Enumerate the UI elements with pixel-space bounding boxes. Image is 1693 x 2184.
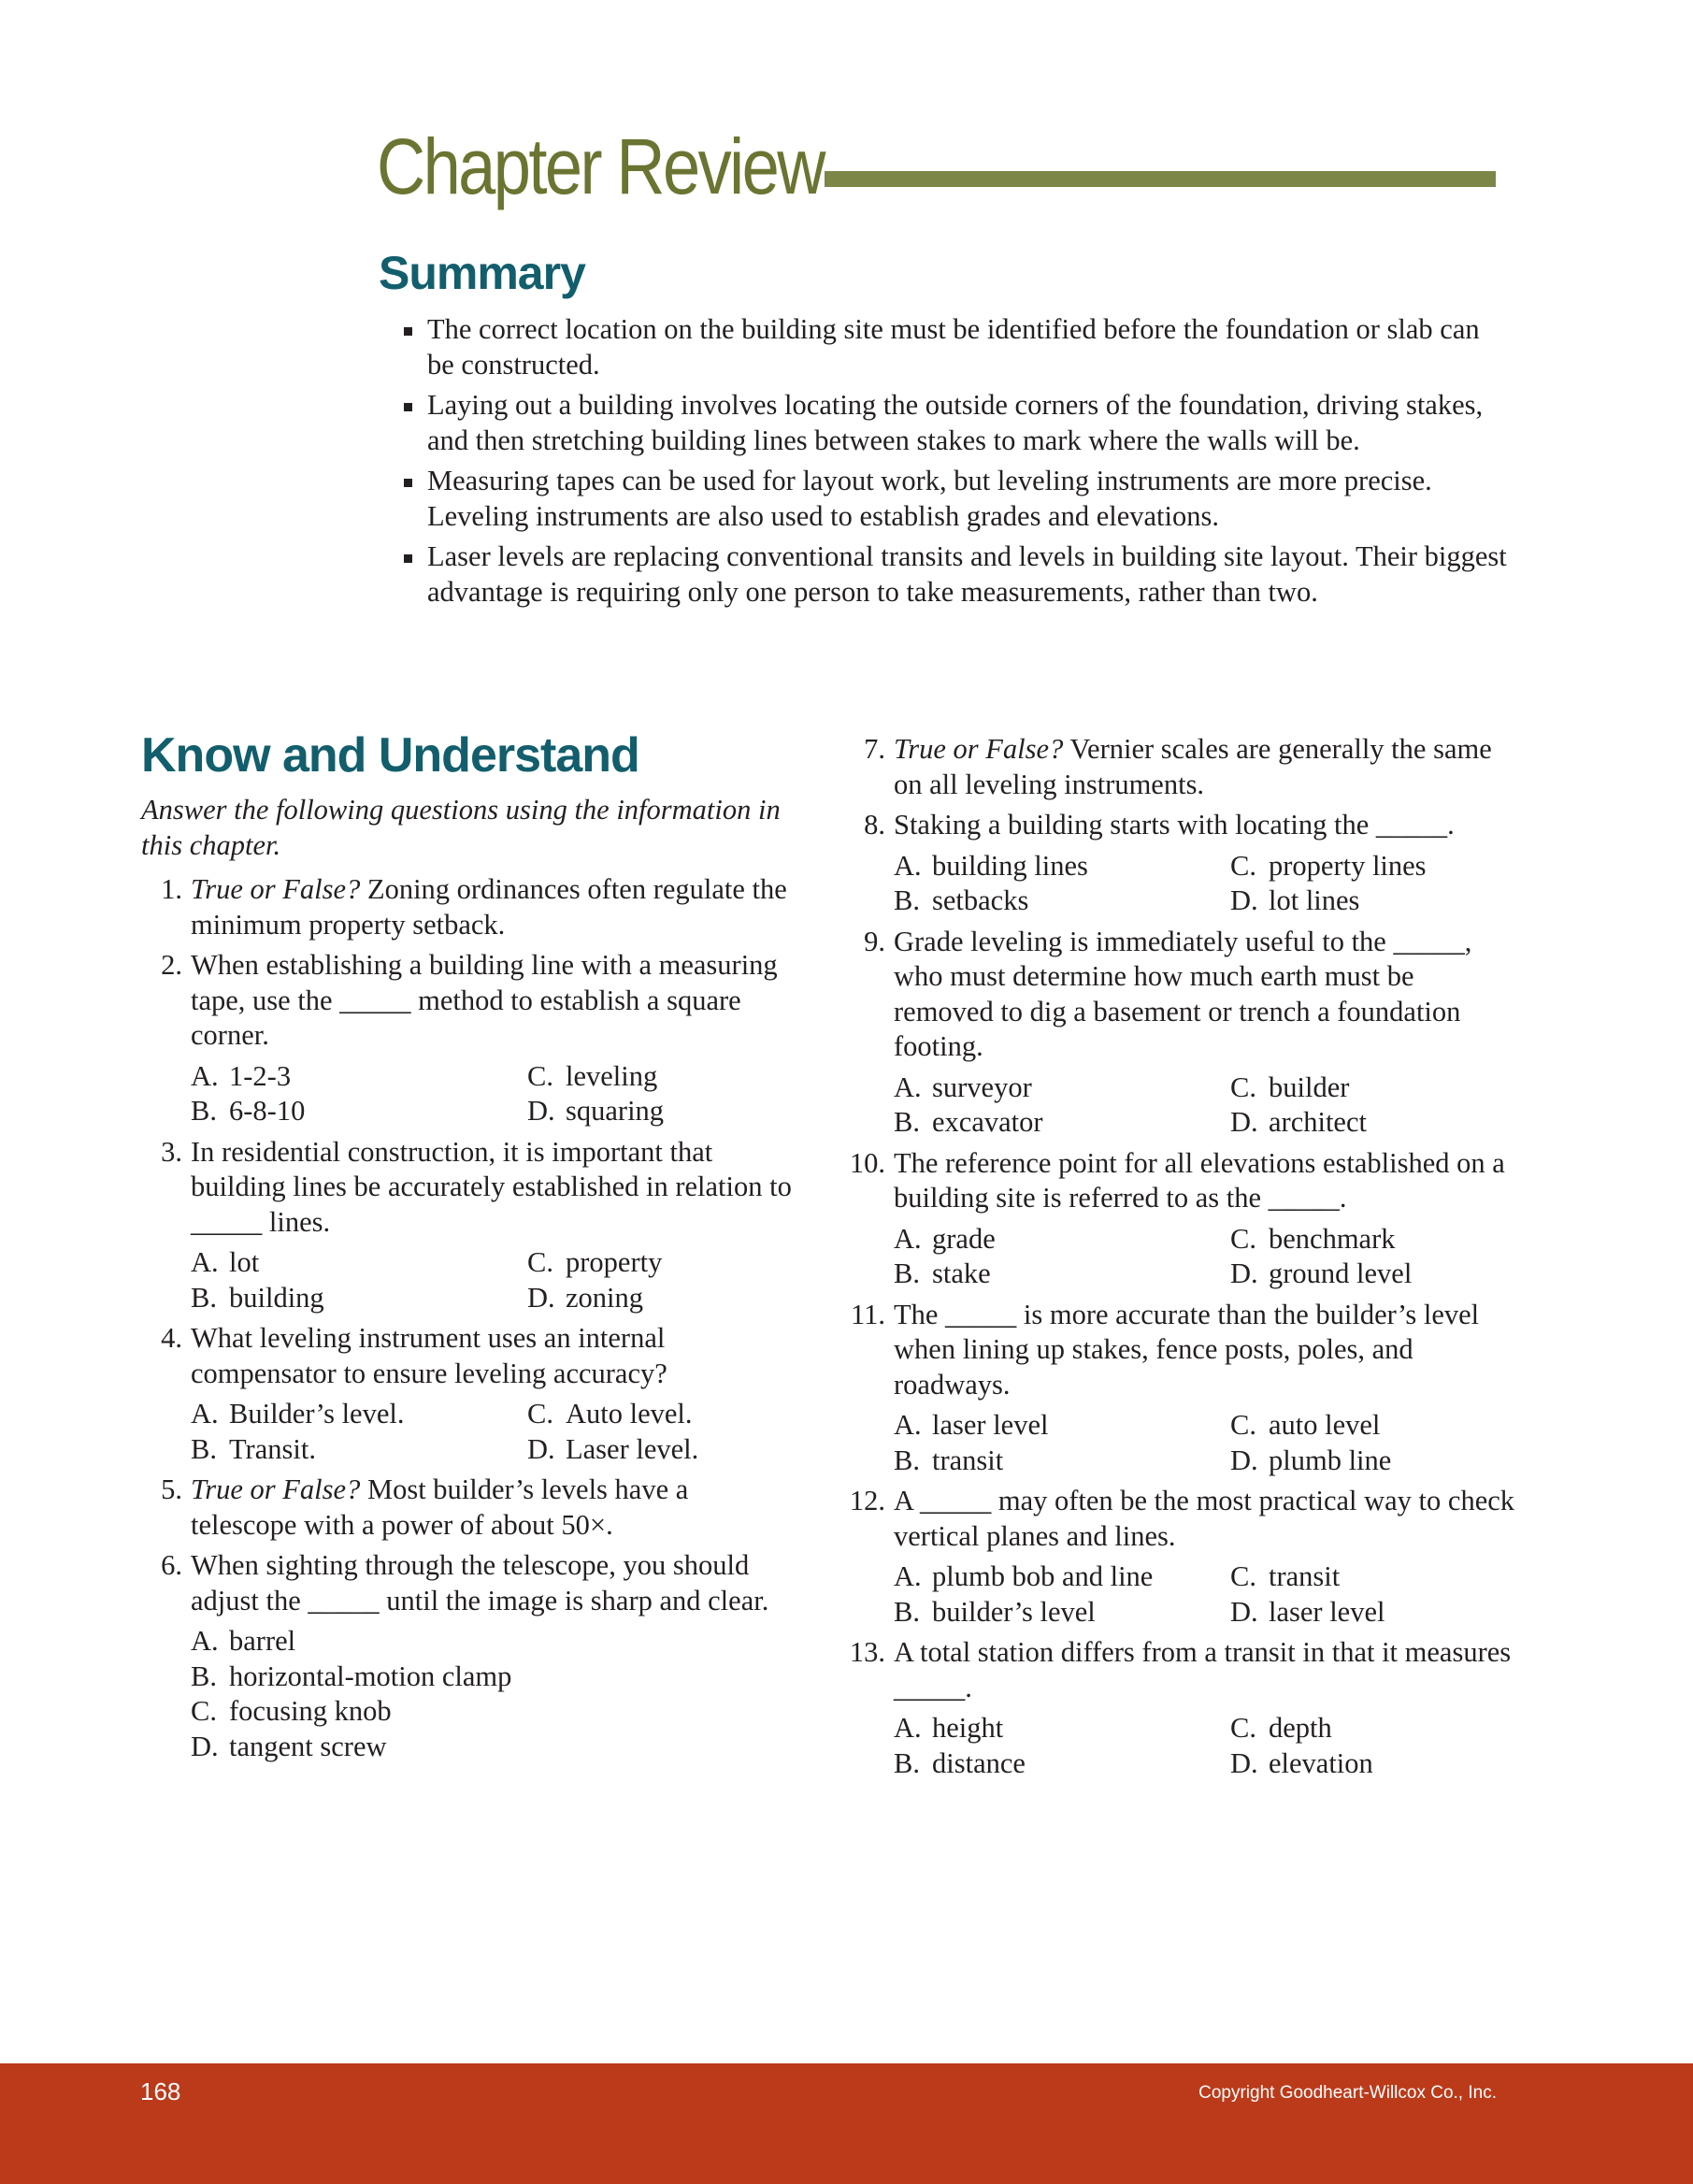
option-text: Auto level. [566, 1398, 693, 1430]
bullet-icon [404, 327, 412, 336]
option-letter: C. [527, 1398, 553, 1430]
question-item [141, 1548, 796, 1764]
option-text: leveling [566, 1059, 658, 1092]
title-rule [825, 171, 1496, 187]
option-letter: C. [1230, 1409, 1256, 1441]
answer-option [191, 1694, 796, 1730]
answer-options [894, 849, 1517, 919]
option-letter: B. [191, 1660, 217, 1692]
summary-list [404, 312, 1507, 615]
bullet-icon [404, 403, 412, 411]
question-text [191, 948, 796, 1054]
question-item [844, 1635, 1517, 1781]
option-text: excavator [932, 1106, 1043, 1138]
answer-option [527, 1245, 796, 1281]
question-text [894, 1484, 1517, 1554]
questions-column-left [141, 793, 796, 1770]
option-letter: B. [894, 1106, 920, 1138]
question-text [894, 732, 1517, 802]
option-text: auto level [1269, 1409, 1381, 1441]
question-body: A _____ may often be the most practical way to check vertical planes and lines. [894, 1485, 1515, 1552]
option-text: stake [932, 1257, 991, 1289]
option-letter: B. [191, 1432, 217, 1465]
question-number: 9. [864, 925, 885, 957]
question-number: 2. [161, 949, 182, 981]
option-letter: D. [1230, 1746, 1258, 1779]
option-text: 1-2-3 [229, 1059, 292, 1092]
option-text: lot lines [1269, 884, 1360, 916]
answer-option [894, 1222, 1230, 1257]
answer-option [894, 1746, 1230, 1782]
answer-option [191, 1432, 527, 1468]
option-text: distance [932, 1746, 1026, 1779]
question-item [141, 1473, 796, 1543]
option-letter: A. [191, 1246, 219, 1278]
question-number: 5. [161, 1473, 182, 1505]
option-text: grade [932, 1222, 996, 1255]
option-letter: C. [1230, 1560, 1256, 1592]
summary-item [404, 539, 1507, 610]
answer-option [1230, 1595, 1517, 1631]
question-body: Zoning ordinances often regulate the minimum property setback. [191, 873, 787, 941]
option-text: setbacks [932, 884, 1029, 916]
answer-option [1230, 884, 1517, 919]
question-item [141, 1135, 796, 1316]
answer-options [894, 1559, 1517, 1630]
answer-option [894, 1711, 1230, 1746]
option-text: depth [1269, 1712, 1332, 1744]
option-text: squaring [566, 1095, 665, 1127]
answer-option [1230, 1444, 1517, 1479]
answer-option [894, 1559, 1230, 1595]
true-false-label: True or False? [894, 733, 1064, 765]
option-letter: A. [894, 1222, 922, 1255]
option-text: property [566, 1246, 663, 1278]
option-text: transit [932, 1444, 1004, 1476]
question-number: 6. [161, 1549, 182, 1581]
summary-item-text: Measuring tapes can be used for layout work, but leveling instruments are more precise. Leveling instruments are also used to establish grades and elevations. [427, 465, 1432, 532]
option-letter: B. [894, 1595, 920, 1628]
option-letter: C. [1230, 1222, 1256, 1255]
option-text: plumb bob and line [932, 1560, 1154, 1592]
answer-option [894, 1444, 1230, 1479]
option-letter: D. [1230, 1595, 1258, 1628]
answer-option [1230, 1408, 1517, 1444]
option-letter: D. [527, 1095, 555, 1127]
answer-option [191, 1397, 527, 1432]
option-text: elevation [1269, 1746, 1373, 1779]
question-text [894, 925, 1517, 1065]
option-text: Transit. [229, 1432, 316, 1465]
summary-item [404, 464, 1507, 534]
option-text: Laser level. [566, 1432, 699, 1465]
option-text: laser level [932, 1409, 1049, 1441]
answer-option [527, 1059, 796, 1095]
question-body: A total station differs from a transit in that it measures _____. [894, 1636, 1512, 1703]
question-number: 13. [849, 1636, 885, 1668]
answer-option [191, 1059, 527, 1095]
question-number: 4. [161, 1322, 182, 1354]
question-text [894, 1298, 1517, 1403]
option-text: focusing knob [229, 1695, 392, 1727]
summary-item [404, 312, 1507, 382]
option-text: tangent screw [229, 1730, 387, 1762]
summary-item-text: Laying out a building involves locating the outside corners of the foundation, driving stakes, and then stretching building lines between stakes to mark where the walls will be. [427, 389, 1484, 456]
true-false-label: True or False? [191, 873, 361, 905]
option-text: Builder’s level. [229, 1398, 405, 1430]
answer-option [894, 1105, 1230, 1141]
answer-option [1230, 1257, 1517, 1292]
question-body: When sighting through the telescope, you should adjust the _____ until the image is sharp and clear. [191, 1549, 769, 1616]
question-body: In residential construction, it is important that building lines be accurately established in relation to _____ lines. [191, 1135, 792, 1238]
option-letter: C. [527, 1059, 553, 1092]
option-text: builder’s level [932, 1595, 1096, 1628]
question-item [844, 925, 1517, 1141]
option-text: horizontal-motion clamp [229, 1660, 512, 1692]
question-item [844, 1298, 1517, 1479]
answer-option [191, 1730, 796, 1765]
answer-options [191, 1624, 796, 1764]
question-body: The _____ is more accurate than the builder’s level when lining up stakes, fence posts, poles, and roadways. [894, 1298, 1480, 1401]
option-letter: D. [1230, 1444, 1258, 1476]
option-text: surveyor [932, 1070, 1032, 1103]
answer-option [1230, 1711, 1517, 1746]
answer-option [527, 1397, 796, 1432]
option-letter: A. [191, 1059, 219, 1092]
know-understand-heading: Know and Understand [141, 728, 639, 783]
summary-heading: Summary [379, 247, 585, 299]
option-letter: B. [191, 1095, 217, 1127]
option-text: building lines [932, 849, 1088, 882]
option-letter: A. [894, 1560, 922, 1592]
option-letter: A. [191, 1398, 219, 1430]
option-letter: D. [1230, 884, 1258, 916]
option-text: barrel [229, 1625, 296, 1657]
question-body: Most builder’s levels have a telescope with a power of about 50×. [191, 1473, 689, 1541]
option-letter: B. [894, 1746, 920, 1779]
answer-option [894, 884, 1230, 919]
answer-options [894, 1408, 1517, 1478]
answer-options [894, 1070, 1517, 1141]
option-text: laser level [1269, 1595, 1385, 1628]
option-letter: B. [894, 884, 920, 916]
option-letter: C. [1230, 1712, 1256, 1744]
question-body: Grade leveling is immediately useful to the _____, who must determine how much earth must be removed to dig a basement or trench a foundation footing. [894, 925, 1472, 1062]
answer-option [1230, 849, 1517, 884]
bullet-icon [404, 479, 412, 487]
option-text: property lines [1269, 849, 1427, 882]
option-letter: C. [1230, 849, 1256, 882]
option-letter: A. [894, 1070, 922, 1103]
summary-item-text: The correct location on the building site must be identified before the foundation or slab can be constructed. [427, 313, 1480, 381]
chapter-title: Chapter Review [377, 122, 824, 210]
question-text [191, 1473, 796, 1543]
question-body: What leveling instrument uses an internal compensator to ensure leveling accuracy? [191, 1322, 667, 1389]
option-letter: D. [1230, 1257, 1258, 1289]
answer-option [191, 1245, 527, 1281]
answer-options [191, 1059, 796, 1129]
question-text [894, 1635, 1517, 1705]
option-letter: D. [191, 1730, 219, 1762]
question-item [844, 732, 1517, 802]
option-letter: B. [894, 1257, 920, 1289]
option-letter: D. [527, 1281, 555, 1314]
true-false-label: True or False? [191, 1473, 361, 1505]
answer-option [1230, 1222, 1517, 1257]
option-letter: A. [894, 1712, 922, 1744]
instructions: Answer the following questions using the information in this chapter. [141, 794, 781, 861]
question-number: 1. [161, 873, 182, 905]
question-item [141, 1321, 796, 1467]
question-body: Vernier scales are generally the same on all leveling instruments. [894, 733, 1492, 800]
page-number: 168 [140, 2077, 181, 2105]
answer-options [894, 1711, 1517, 1781]
answer-option [527, 1432, 796, 1468]
answer-option [1230, 1070, 1517, 1106]
question-text [191, 872, 796, 942]
answer-option [191, 1094, 527, 1129]
option-letter: A. [894, 1409, 922, 1441]
answer-option [191, 1660, 796, 1695]
answer-option [527, 1281, 796, 1316]
option-text: builder [1269, 1070, 1350, 1103]
question-number: 3. [161, 1135, 182, 1168]
question-item [844, 1484, 1517, 1630]
footer-band [0, 2063, 1693, 2184]
option-text: height [932, 1712, 1004, 1744]
answer-option [1230, 1105, 1517, 1141]
answer-options [894, 1222, 1517, 1292]
answer-option [894, 1257, 1230, 1292]
option-text: plumb line [1269, 1444, 1392, 1476]
question-item [141, 872, 796, 942]
answer-option [894, 1408, 1230, 1444]
answer-option [191, 1281, 527, 1316]
question-item [141, 948, 796, 1129]
answer-option [191, 1624, 796, 1660]
option-letter: C. [1230, 1070, 1256, 1103]
bullet-icon [404, 554, 412, 563]
answer-option [1230, 1746, 1517, 1782]
question-number: 7. [864, 733, 885, 765]
question-body: When establishing a building line with a measuring tape, use the _____ method to establish a square corner. [191, 949, 778, 1051]
answer-option [894, 1595, 1230, 1631]
option-letter: A. [894, 849, 922, 882]
answer-option [1230, 1559, 1517, 1595]
option-letter: B. [894, 1444, 920, 1476]
question-text [191, 1135, 796, 1241]
option-text: ground level [1269, 1257, 1413, 1289]
question-text [191, 1548, 796, 1618]
option-text: 6-8-10 [229, 1095, 306, 1127]
question-text [894, 808, 1517, 843]
answer-option [894, 1070, 1230, 1106]
option-text: building [229, 1281, 324, 1314]
option-letter: A. [191, 1625, 219, 1657]
copyright-notice: Copyright Goodheart-Willcox Co., Inc. [1198, 2083, 1497, 2103]
option-text: transit [1269, 1560, 1341, 1592]
question-number: 8. [864, 809, 885, 841]
answer-option [894, 849, 1230, 884]
question-item [844, 1146, 1517, 1292]
option-text: lot [229, 1246, 260, 1278]
summary-item-text: Laser levels are replacing conventional transits and levels in building site layout. Their biggest advantage is requiring only one person to take measurements, rather than two. [427, 540, 1507, 608]
option-letter: D. [527, 1432, 555, 1465]
question-number: 10. [849, 1146, 885, 1179]
option-letter: C. [191, 1695, 217, 1727]
option-text: benchmark [1269, 1222, 1396, 1255]
option-letter: D. [1230, 1106, 1258, 1138]
summary-item [404, 388, 1507, 458]
question-text [894, 1146, 1517, 1216]
option-letter: B. [191, 1281, 217, 1314]
answer-options [191, 1245, 796, 1315]
question-body: The reference point for all elevations established on a building site is referred to as the _____. [894, 1146, 1505, 1214]
option-letter: C. [527, 1246, 553, 1278]
question-number: 12. [849, 1485, 885, 1516]
question-text [191, 1321, 796, 1391]
question-item [844, 808, 1517, 919]
question-number: 11. [851, 1298, 885, 1330]
answer-options [191, 1397, 796, 1467]
option-text: zoning [566, 1281, 644, 1314]
answer-option [527, 1094, 796, 1129]
question-body: Staking a building starts with locating the _____. [894, 809, 1455, 841]
option-text: architect [1269, 1106, 1367, 1138]
questions-column-right [844, 732, 1517, 1787]
